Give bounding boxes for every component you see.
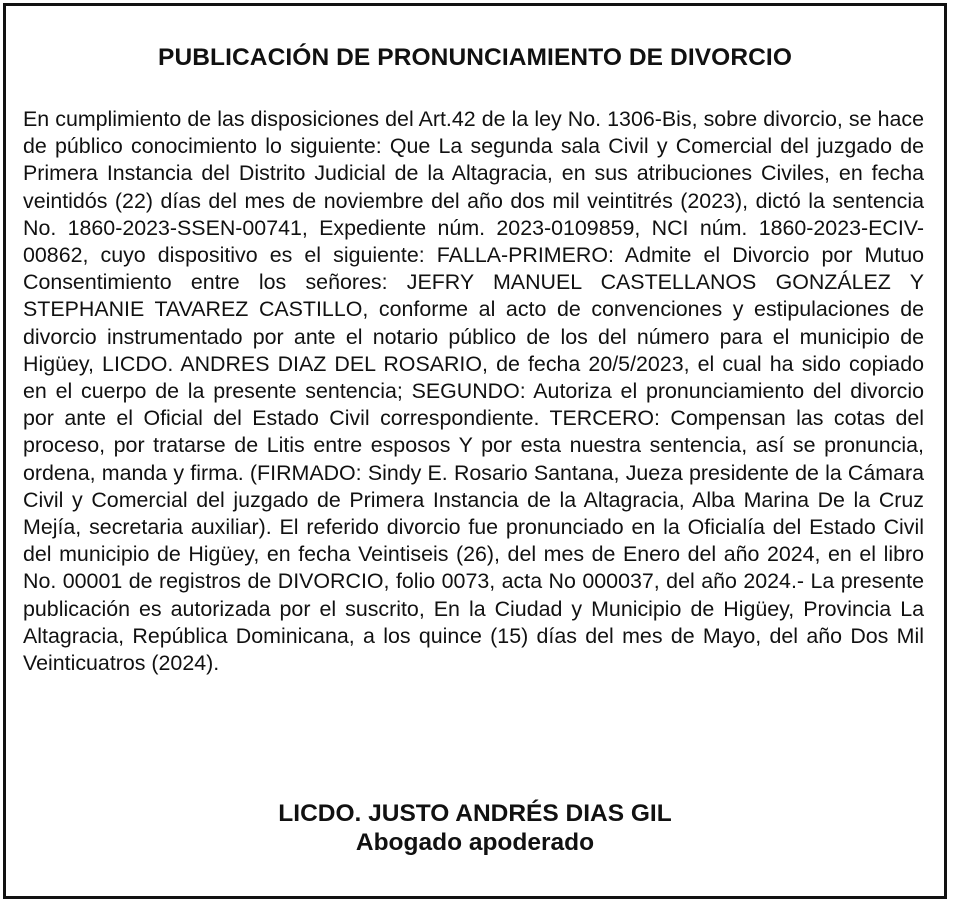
notice-title: PUBLICACIÓN DE PRONUNCIAMIENTO DE DIVORCIO xyxy=(158,44,792,71)
notice-body: En cumplimiento de las disposiciones del Art.42 de la ley No. 1306-Bis, sobre divorcio, se hace de público conocimiento lo siguiente: Que La segunda sala Civil y Comercial del juzgado de Primera Instancia del Distrito Judicial de la Altagracia, en sus atribuciones Civiles, en fecha veintidós (22) días del mes de noviembre del año dos mil veintitrés (2023), dictó la sentencia No. 1860-2023-SSEN-00741, Expediente núm. 2023-0109859, NCI núm. 1860-2023-ECIV-00862, cuyo dispositivo es el siguiente: FALLA-PRIMERO: Admite el Divorcio por Mutuo Consentimiento entre los señores: JEFRY MANUEL CASTELLANOS GONZÁLEZ Y STEPHANIE TAVAREZ CASTILLO, conforme al acto de convenciones y estipulaciones de divorcio instrumentado por ante el notario público de los del número para el municipio de Higüey, LICDO. ANDRES DIAZ DEL ROSARIO, de fecha 20/5/2023, el cual ha sido copiado en el cuerpo de la presente sentencia; SEGUNDO: Autoriza el pronunciamiento del divorcio por ante el Oficial del Estado Civil correspondiente. TERCERO: Compensan las cotas del proceso, por tratarse de Litis entre esposos Y por esta nuestra sentencia, así se pronuncia, ordena, manda y firma. (FIRMADO: Sindy E. Rosario Santana, Jueza presidente de la Cámara Civil y Comercial del juzgado de Primera Instancia de la Altagracia, Alba Marina De la Cruz Mejía, secretaria auxiliar). El referido divorcio fue pronunciado en la Oficialía del Estado Civil del municipio de Higüey, en fecha Veintiseis (26), del mes de Enero del año 2024, en el libro No. 00001 de registros de DIVORCIO, folio 0073, acta No 000037, del año 2024.- La presente publicación es autorizada por el suscrito, En la Ciudad y Municipio de Higüey, Provincia La Altagracia, República Dominicana, a los quince (15) días del mes de Mayo, del año Dos Mil Veinticuatros (2024). xyxy=(23,107,924,676)
legal-notice xyxy=(3,3,947,899)
signature-block xyxy=(6,799,944,857)
signer-role: Abogado apoderado xyxy=(355,829,595,856)
signer-name: LICDO. JUSTO ANDRÉS DIAS GIL xyxy=(278,800,672,827)
